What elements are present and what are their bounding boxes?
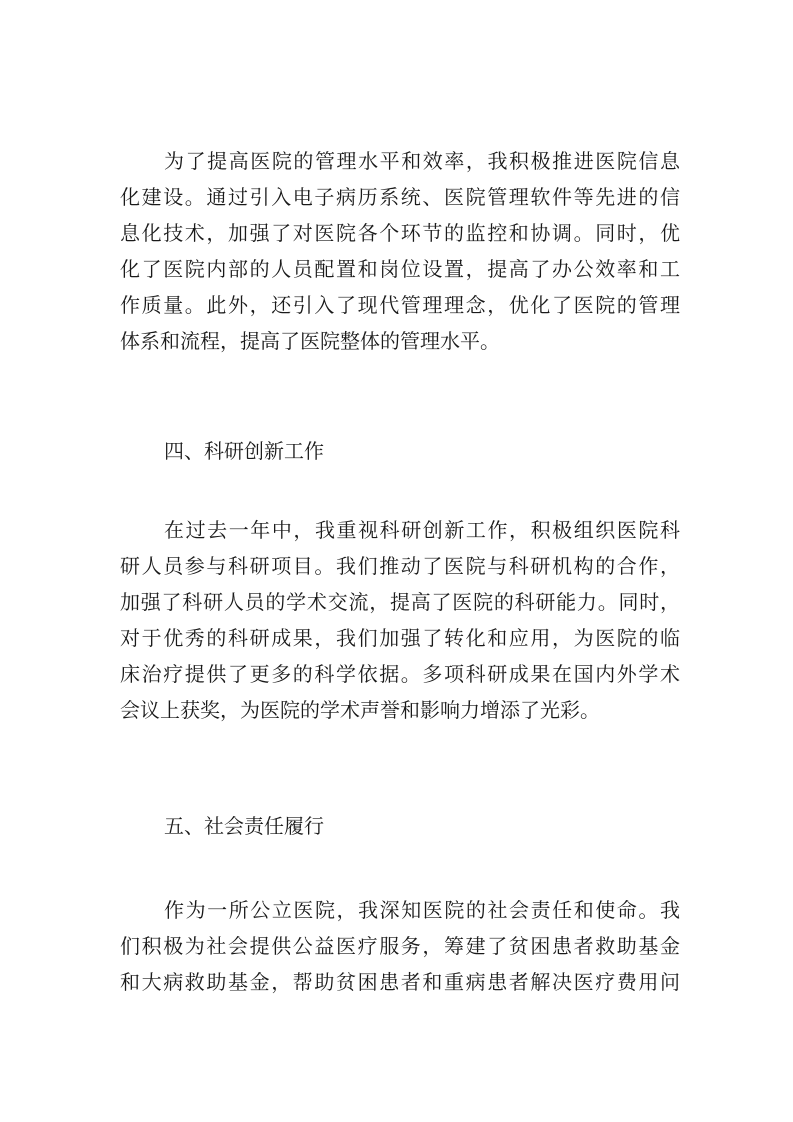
section-heading-research: 四、科研创新工作: [164, 439, 324, 463]
paragraph-research: [120, 512, 680, 728]
section-heading-social-responsibility: 五、社会责任履行: [164, 814, 324, 838]
paragraph-line: 化了医院内部的人员配置和岗位设置，提高了办公效率和工: [120, 257, 680, 281]
paragraph-line: 作为一所公立医院，我深知医院的社会责任和使命。我: [164, 898, 680, 922]
paragraph-line: 们积极为社会提供公益医疗服务，筹建了贫困患者救助基金: [120, 934, 680, 958]
paragraph-line: 化建设。通过引入电子病历系统、医院管理软件等先进的信: [120, 185, 680, 209]
paragraph-line: 息化技术，加强了对医院各个环节的监控和协调。同时，优: [120, 221, 680, 245]
paragraph-informatization: [120, 143, 680, 359]
paragraph-line: 加强了科研人员的学术交流，提高了医院的科研能力。同时，: [120, 590, 680, 614]
paragraph-line: 作质量。此外，还引入了现代管理理念，优化了医院的管理: [120, 293, 680, 317]
paragraph-line: 和大病救助基金，帮助贫困患者和重病患者解决医疗费用问: [120, 970, 680, 994]
paragraph-line: 在过去一年中，我重视科研创新工作，积极组织医院科: [164, 518, 680, 542]
paragraph-social-responsibility: [120, 892, 680, 1000]
paragraph-line: 为了提高医院的管理水平和效率，我积极推进医院信息: [164, 149, 680, 173]
paragraph-line: 研人员参与科研项目。我们推动了医院与科研机构的合作，: [120, 554, 680, 578]
paragraph-line: 对于优秀的科研成果，我们加强了转化和应用，为医院的临: [120, 626, 680, 650]
paragraph-line: 床治疗提供了更多的科学依据。多项科研成果在国内外学术: [120, 662, 680, 686]
paragraph-line: 体系和流程，提高了医院整体的管理水平。: [120, 329, 500, 353]
paragraph-line: 会议上获奖，为医院的学术声誉和影响力增添了光彩。: [120, 698, 600, 722]
